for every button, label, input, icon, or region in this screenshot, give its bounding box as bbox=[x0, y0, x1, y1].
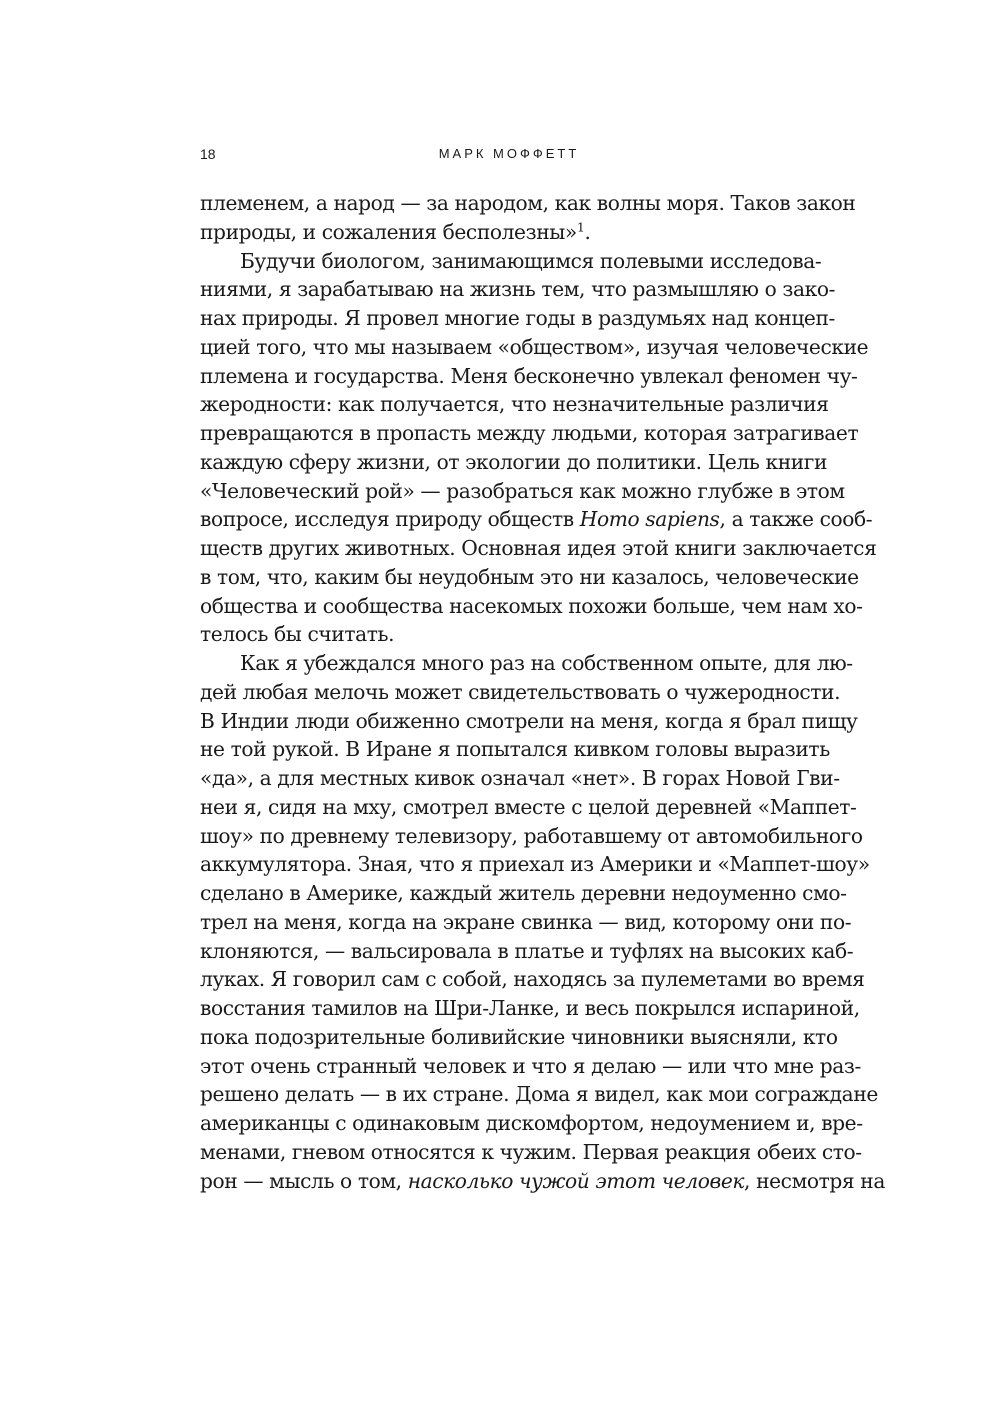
text-line: ществ других животных. Основная идея этой книги заключается bbox=[200, 536, 877, 560]
text-line: луках. Я говорил сам с собой, находясь за пулеметами во время bbox=[200, 967, 865, 992]
text-line: цией того, что мы называем «обществом», изучая человеческие bbox=[200, 334, 869, 359]
text-line: шоу» по древнему телевизору, работавшему от автомобильного bbox=[200, 823, 863, 848]
text-line: племена и государства. Меня бесконечно увлекал феномен чу- bbox=[200, 363, 858, 388]
text-line: пока подозрительные боливийские чиновники выясняли, кто bbox=[200, 1024, 838, 1049]
text-line: племенем, а народ — за народом, как волны моря. Таков закон bbox=[200, 191, 856, 215]
text-line: Будучи биологом, занимающимся полевыми исследова- bbox=[240, 248, 822, 273]
text-line: трел на меня, когда на экране свинка — вид, которому они по- bbox=[200, 909, 852, 934]
text-line: «да», а для местных кивок означал «нет». В горах Новой Гви- bbox=[200, 766, 840, 790]
page-number: 18 bbox=[200, 146, 216, 162]
text-line: жеродности: как получается, что незначительные различия bbox=[200, 392, 829, 417]
text-line: общества и сообщества насекомых похожи больше, чем нам хо- bbox=[200, 593, 863, 618]
text-line: американцы с одинаковым дискомфортом, недоумением и, вре- bbox=[200, 1111, 863, 1135]
text-line: менами, гневом относятся к чужим. Первая реакция обеих сто- bbox=[200, 1139, 862, 1164]
text-line: восстания тамилов на Шри-Ланке, и весь покрылся испариной, bbox=[200, 996, 860, 1020]
italic-phrase: насколько чужой этот человек bbox=[407, 1168, 745, 1193]
text-line: дей любая мелочь может свидетельствовать о чужеродности. bbox=[200, 679, 841, 704]
text-line: неи я, сидя на мху, смотрел вместе с целой деревней «Маппет- bbox=[200, 794, 857, 819]
text-line: Как я убеждался много раз на собственном опыте, для лю- bbox=[240, 651, 853, 675]
running-title: МАРК МОФФЕТТ bbox=[438, 146, 580, 161]
text-line: не той рукой. В Иране я попытался кивком головы выразить bbox=[200, 737, 830, 762]
text-line: нах природы. Я провел многие годы в раздумьях над концеп- bbox=[200, 306, 835, 330]
text-line: телось бы считать. bbox=[200, 622, 395, 647]
text-line: природы, и сожаления бесполезны»$^1$. bbox=[200, 219, 591, 244]
body-text bbox=[200, 189, 885, 1195]
italic-term: Homo sapiens bbox=[579, 507, 720, 532]
text-line: аккумулятора. Зная, что я приехал из Америки и «Маппет-шоу» bbox=[200, 852, 870, 877]
text-line: этот очень странный человек и что я делаю — или что мне раз- bbox=[200, 1053, 861, 1078]
text-line: вопросе, исследуя природу обществ Homo sapiens, а также сооб- bbox=[200, 507, 873, 532]
text-line: сделано в Америке, каждый житель деревни недоуменно смо- bbox=[200, 881, 847, 905]
text-line: В Индии люди обиженно смотрели на меня, когда я брал пищу bbox=[200, 708, 858, 733]
text-line: в том, что, каким бы неудобным это ни казалось, человеческие bbox=[200, 564, 859, 589]
page-header bbox=[200, 142, 818, 166]
text-line: превращаются в пропасть между людьми, которая затрагивает bbox=[200, 421, 859, 445]
text-line: «Человеческий рой» — разобраться как можно глубже в этом bbox=[200, 478, 845, 503]
text-line: клоняются, — вальсировала в платье и туфлях на высоких каб- bbox=[200, 938, 854, 963]
text-line: ниями, я зарабатываю на жизнь тем, что размышляю о зако- bbox=[200, 277, 836, 302]
text-line: решено делать — в их стране. Дома я видел, как мои сограждане bbox=[200, 1082, 878, 1107]
footnote-ref[interactable]: 1 bbox=[576, 219, 585, 235]
text-line: каждую сферу жизни, от экологии до политики. Цель книги bbox=[200, 449, 828, 474]
text-line: рон — мысль о том, насколько чужой этот человек, несмотря на bbox=[200, 1168, 885, 1193]
